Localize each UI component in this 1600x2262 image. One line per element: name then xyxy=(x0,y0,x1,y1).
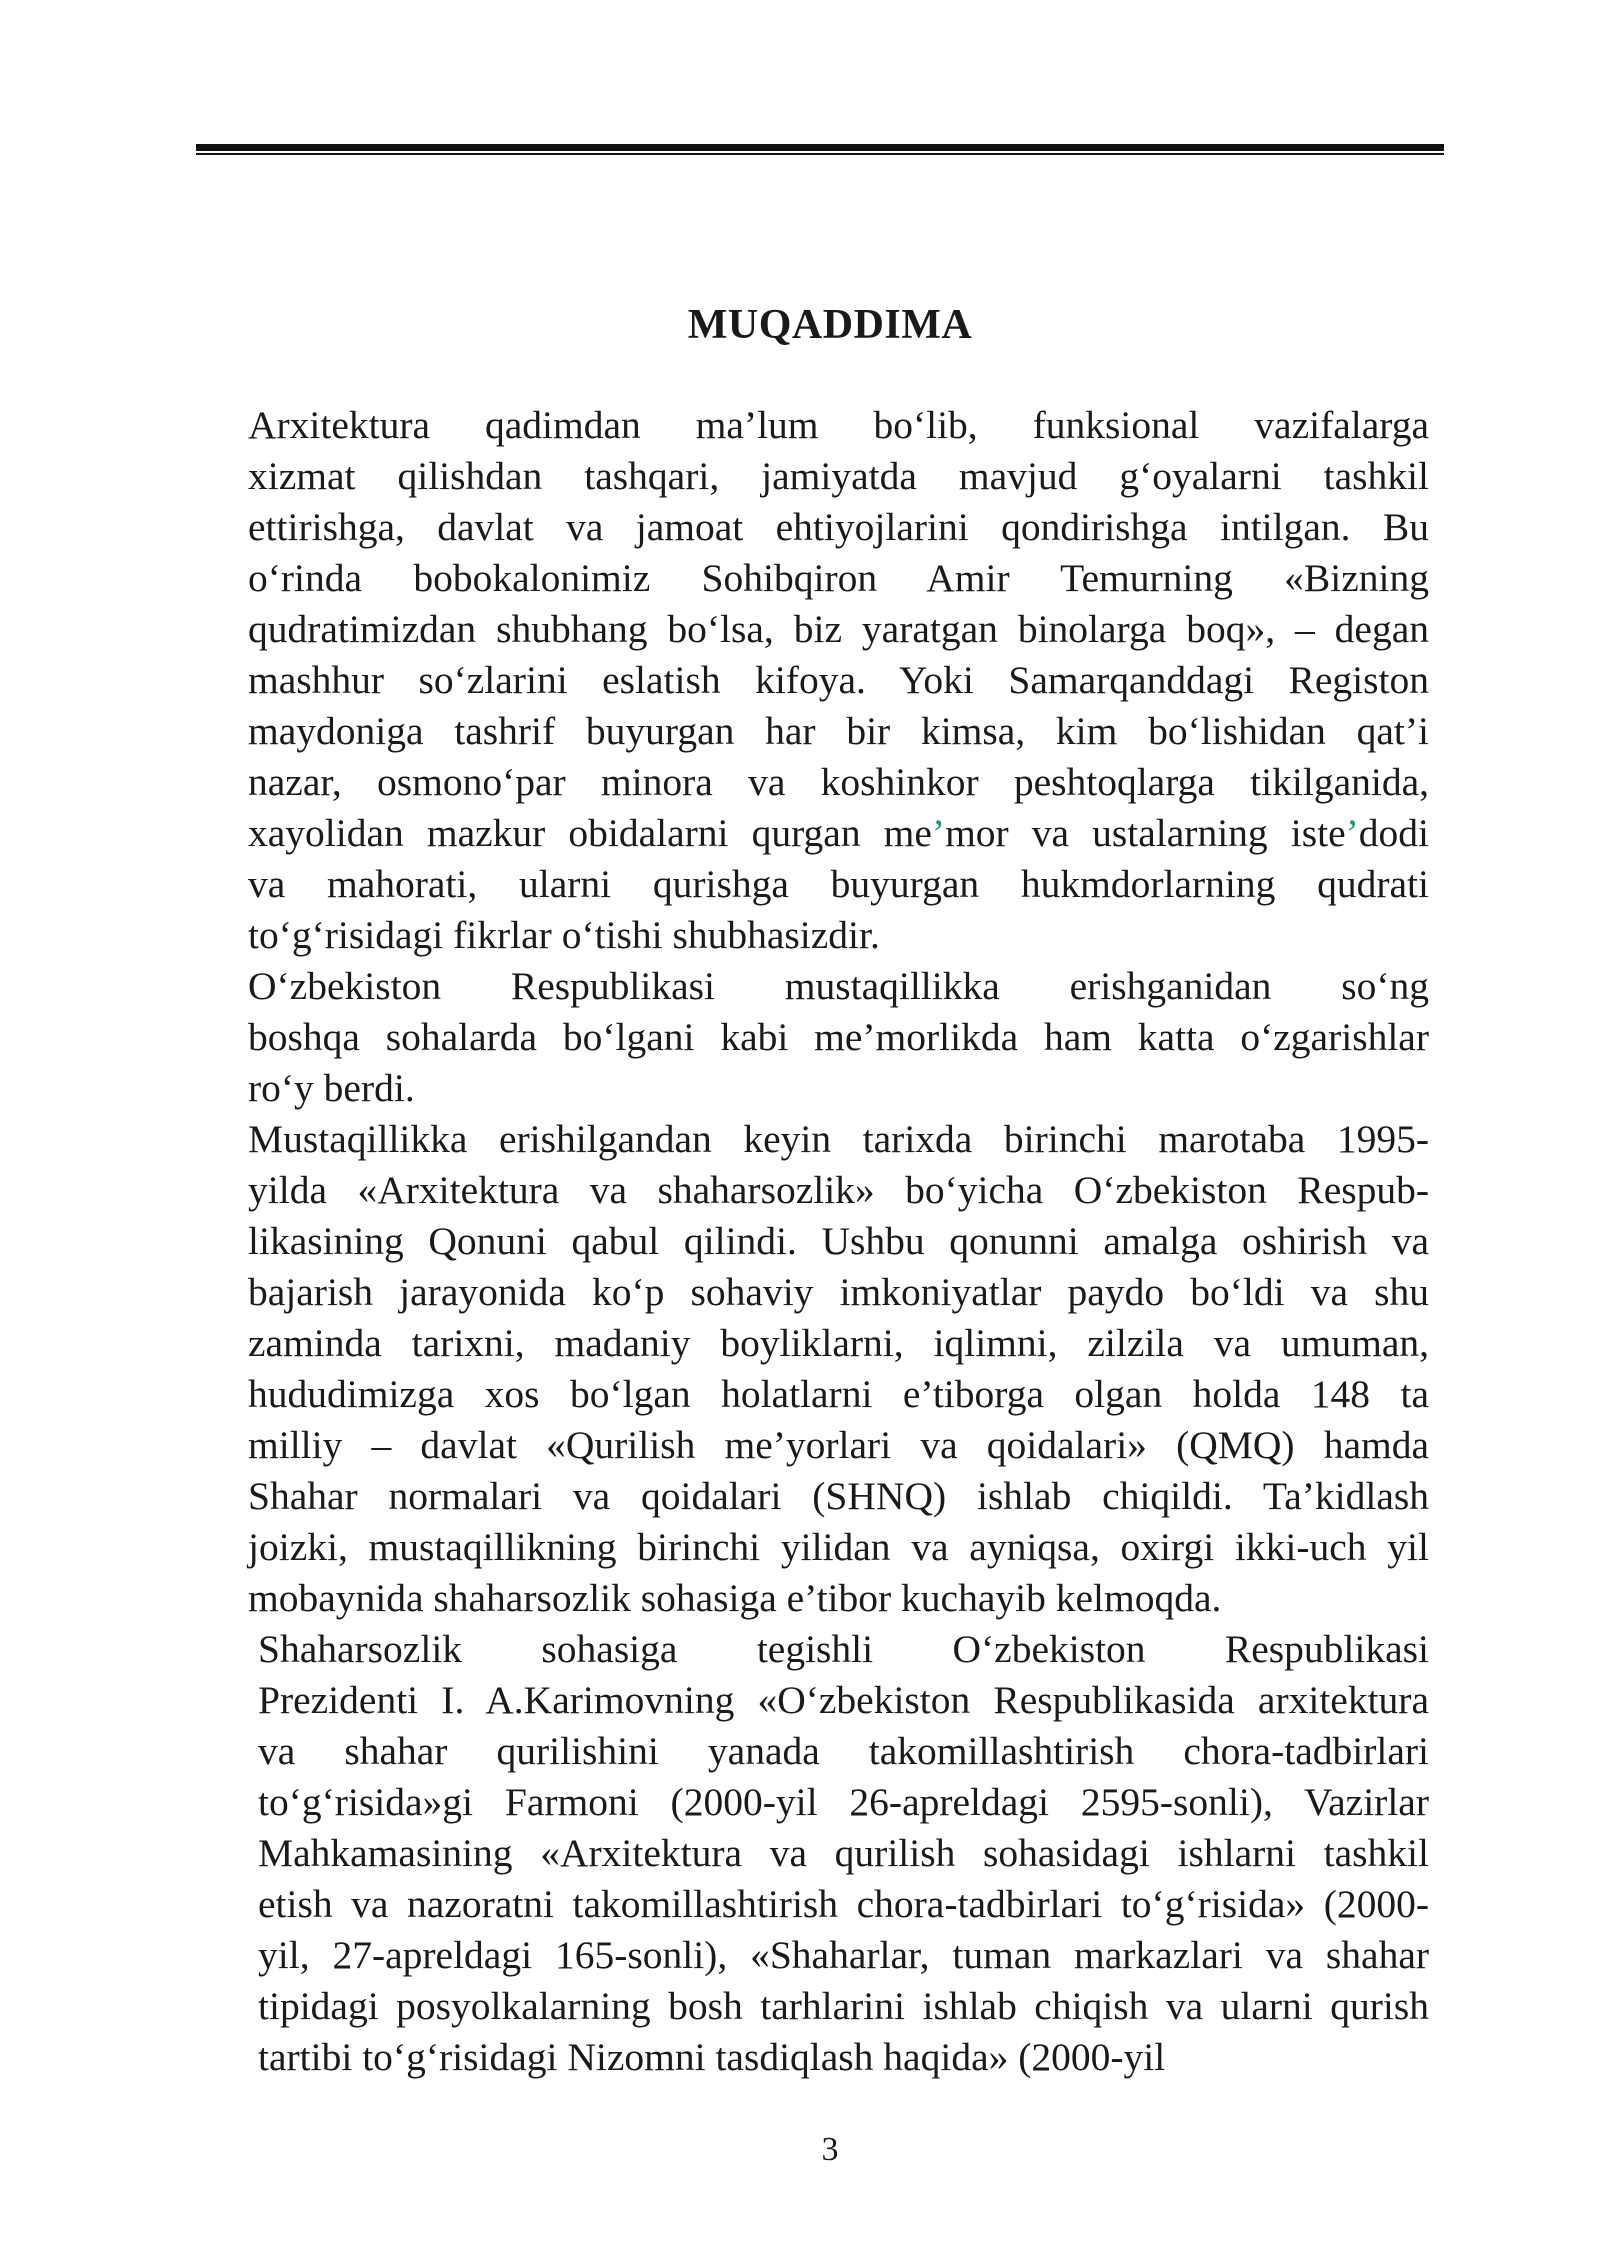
apostrophe-mark: ’ xyxy=(931,811,946,855)
text-line: hududimizga xos bo‘lgan holatlarni e’tiborga olgan holda 148 ta xyxy=(248,1372,1429,1416)
text-line: maydoniga tashrif buyurgan har bir kimsa, kim bo‘lishidan qat’i xyxy=(248,709,1429,753)
text-line: joizki, mustaqillikning birinchi yilidan va ayniqsa, oxirgi ikki-uch yil xyxy=(248,1525,1429,1569)
text-line: yil, 27-apreldagi 165-sonli), «Shaharlar, tuman markazlari va shahar xyxy=(258,1933,1429,1977)
header-rule-thin xyxy=(196,153,1444,155)
text-line: ro‘y berdi. xyxy=(248,1066,415,1110)
text-line: to‘g‘risidagi fikrlar o‘tishi shubhasizdir. xyxy=(248,913,880,957)
text-line: mashhur so‘zlarini eslatish kifoya. Yoki Samarqanddagi Registon xyxy=(248,658,1429,702)
paragraph-3 xyxy=(172,1114,1429,1624)
header-rule-thick xyxy=(196,144,1444,151)
text-segment: mor va ustalarning iste xyxy=(945,811,1346,855)
text-line: likasining Qonuni qabul qilindi. Ushbu qonunni amalga oshirish va xyxy=(248,1219,1429,1263)
text-line: Mahkamasining «Arxitektura va qurilish sohasidagi ishlarni tashkil xyxy=(258,1831,1429,1875)
text-line: Mustaqillikka erishilgandan keyin tarixda birinchi marotaba 1995- xyxy=(248,1117,1429,1161)
apostrophe-mark: ’ xyxy=(1345,811,1359,855)
page-number: 3 xyxy=(821,2131,839,2168)
paragraph-1 xyxy=(172,400,1429,961)
text-line: ettirishga, davlat va jamoat ehtiyojlarini qondirishga intilgan. Bu xyxy=(248,505,1429,549)
text-line: milliy – davlat «Qurilish me’yorlari va qoidalari» (QMQ) hamda xyxy=(248,1423,1429,1467)
text-line: Prezidenti I. A.Karimovning «O‘zbekiston Respublikasida arxitektura xyxy=(258,1678,1429,1722)
text-line: yilda «Arxitektura va shaharsozlik» bo‘yicha O‘zbekiston Respub- xyxy=(248,1168,1429,1212)
page-title: MUQADDIMA xyxy=(687,302,973,348)
text-line: tartibi to‘g‘risidagi Nizomni tasdiqlash haqida» (2000-yil xyxy=(258,2035,1166,2079)
body-text xyxy=(172,400,1429,2083)
text-line: xizmat qilishdan tashqari, jamiyatda mavjud g‘oyalarni tashkil xyxy=(248,454,1429,498)
text-line: va mahorati, ularni qurishga buyurgan hukmdorlarning qudrati xyxy=(248,862,1429,906)
text-line: va shahar qurilishini yanada takomillashtirish chora-tadbirlari xyxy=(258,1729,1429,1773)
text-line: qudratimizdan shubhang bo‘lsa, biz yaratgan binolarga boq», – degan xyxy=(248,607,1429,651)
paragraph-2 xyxy=(172,961,1429,1114)
text-line: nazar, osmono‘par minora va koshinkor peshtoqlarga tikilganida, xyxy=(248,760,1429,804)
text-line: etish va nazoratni takomillashtirish chora-tadbirlari to‘g‘risida» (2000- xyxy=(258,1882,1429,1926)
text-line: O‘zbekiston Respublikasi mustaqillikka erishganidan so‘ng xyxy=(248,964,1429,1008)
paragraph-4 xyxy=(172,1624,1429,2083)
text-line: Shahar normalari va qoidalari (SHNQ) ishlab chiqildi. Ta’kidlash xyxy=(248,1474,1429,1518)
text-line: o‘rinda bobokalonimiz Sohibqiron Amir Temurning «Bizning xyxy=(248,556,1429,600)
text-line: tipidagi posyolkalarning bosh tarhlarini ishlab chiqish va ularni qurish xyxy=(258,1984,1429,2028)
text-line: mobaynida shaharsozlik sohasiga e’tibor kuchayib kelmoqda. xyxy=(248,1576,1222,1620)
text-line: zaminda tarixni, madaniy boyliklarni, iqlimni, zilzila va umuman, xyxy=(248,1321,1429,1365)
text-line: bajarish jarayonida ko‘p sohaviy imkoniyatlar paydo bo‘ldi va shu xyxy=(248,1270,1429,1314)
text-line: Arxitektura qadimdan ma’lum bo‘lib, funksional vazifalarga xyxy=(248,403,1429,447)
text-line: Shaharsozlik sohasiga tegishli O‘zbekiston Respublikasi xyxy=(258,1627,1429,1671)
text-line xyxy=(172,808,1429,859)
text-line: to‘g‘risida»gi Farmoni (2000-yil 26-apreldagi 2595-sonli), Vazirlar xyxy=(258,1780,1429,1824)
text-segment: dodi xyxy=(1358,811,1429,855)
text-segment: xayolidan mazkur obidalarni qurgan me xyxy=(248,811,932,855)
text-line: boshqa sohalarda bo‘lgani kabi me’morlikda ham katta o‘zgarishlar xyxy=(248,1015,1429,1059)
